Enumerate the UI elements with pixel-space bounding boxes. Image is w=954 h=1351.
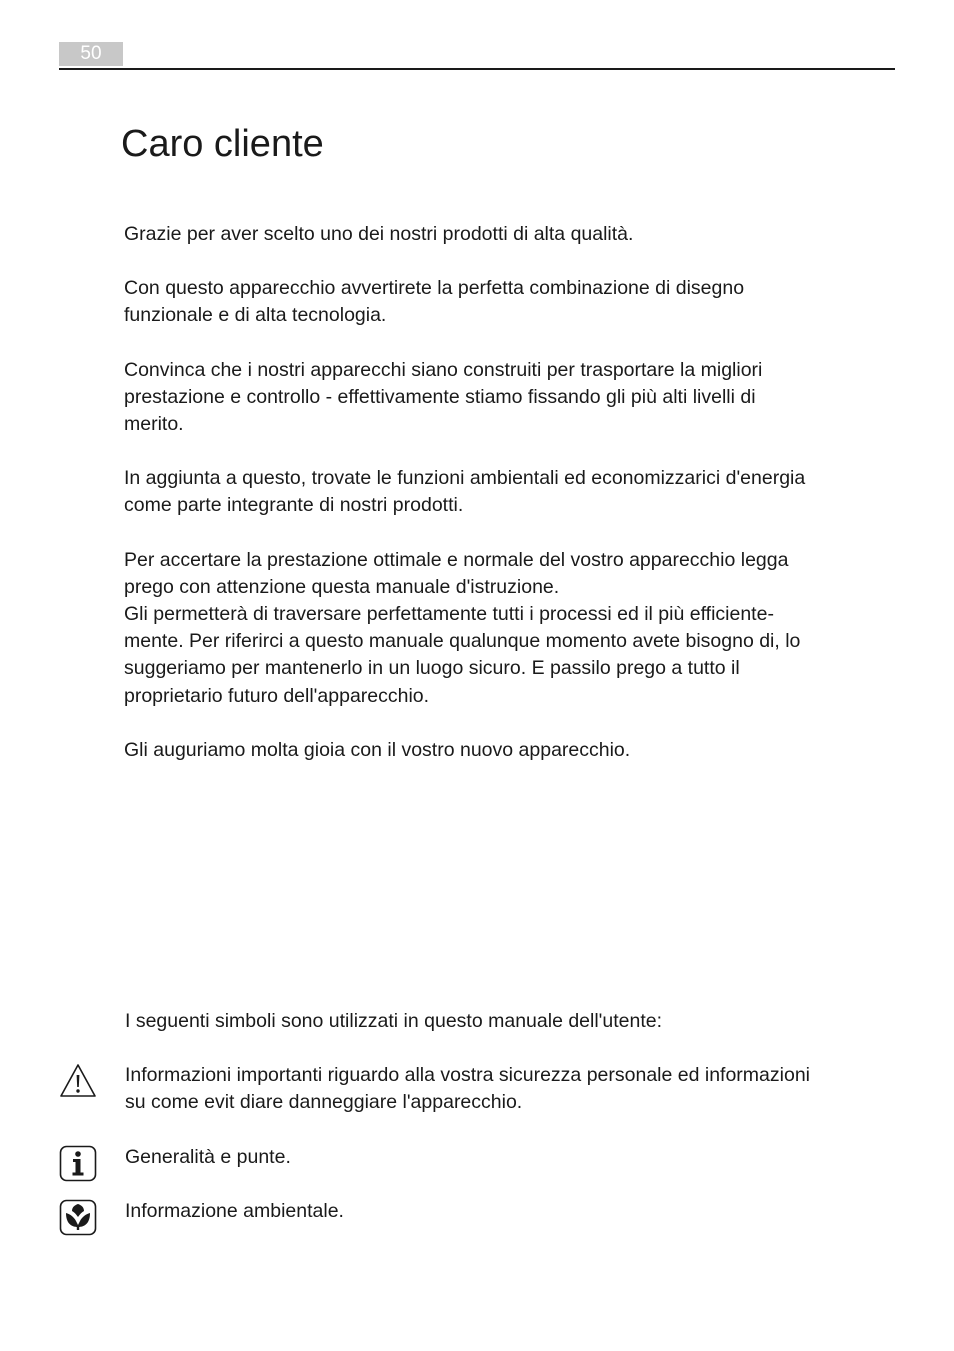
symbol-text-info: Generalità e punte. [125, 1146, 291, 1168]
page-title: Caro cliente [121, 123, 324, 165]
warning-triangle-icon [59, 1062, 97, 1100]
intro-paragraph-environment: In aggiunta a questo, trovate le funzioni ambientali ed economizzarici d'energia come parte integrante di nostri prodotti. [124, 467, 806, 517]
intro-paragraph-thanks: Grazie per aver scelto uno dei nostri prodotti di alta qualità. [124, 223, 634, 245]
intro-paragraph-keep-manual: Gli permetterà di traversare perfettamente tutti i processi ed il più efficiente- mente. Per riferirci a questo manuale qualunque momento avete bisogno di, lo suggeriamo per mantenerlo in un luogo sicuro. E passilo prego a tutto il proprietario futuro dell'apparecchio. [124, 603, 801, 707]
intro-section [124, 221, 894, 791]
symbol-text-environment: Informazione ambientale. [125, 1200, 344, 1222]
intro-paragraph-design: Con questo apparecchio avvertirete la perfetta combinazione di disegno funzionale e di alta tecnologia. [124, 277, 745, 327]
header-rule [59, 68, 895, 70]
intro-paragraph-quality: Convinca che i nostri apparecchi siano construiti per trasportare la migliori prestazione e controllo - effettivamente stiamo fissando gli più alti livelli di merito. [124, 358, 763, 436]
intro-paragraph-wishes: Gli auguriamo molta gioia con il vostro nuovo apparecchio. [124, 738, 631, 761]
page-number: 50 [59, 42, 123, 66]
environment-leaf-icon [59, 1198, 97, 1236]
symbol-text-warning: Informazioni importanti riguardo alla vostra sicurezza personale ed informazioni su come evit diare danneggiare l'apparecchio. [125, 1064, 810, 1114]
intro-paragraph-read-manual: Per accertare la prestazione ottimale e normale del vostro apparecchio legga prego con attenzione questa manuale d'istruzione. [124, 548, 789, 598]
symbols-intro: I seguenti simboli sono utilizzati in questo manuale dell'utente: [125, 1010, 663, 1032]
info-icon [59, 1144, 97, 1182]
